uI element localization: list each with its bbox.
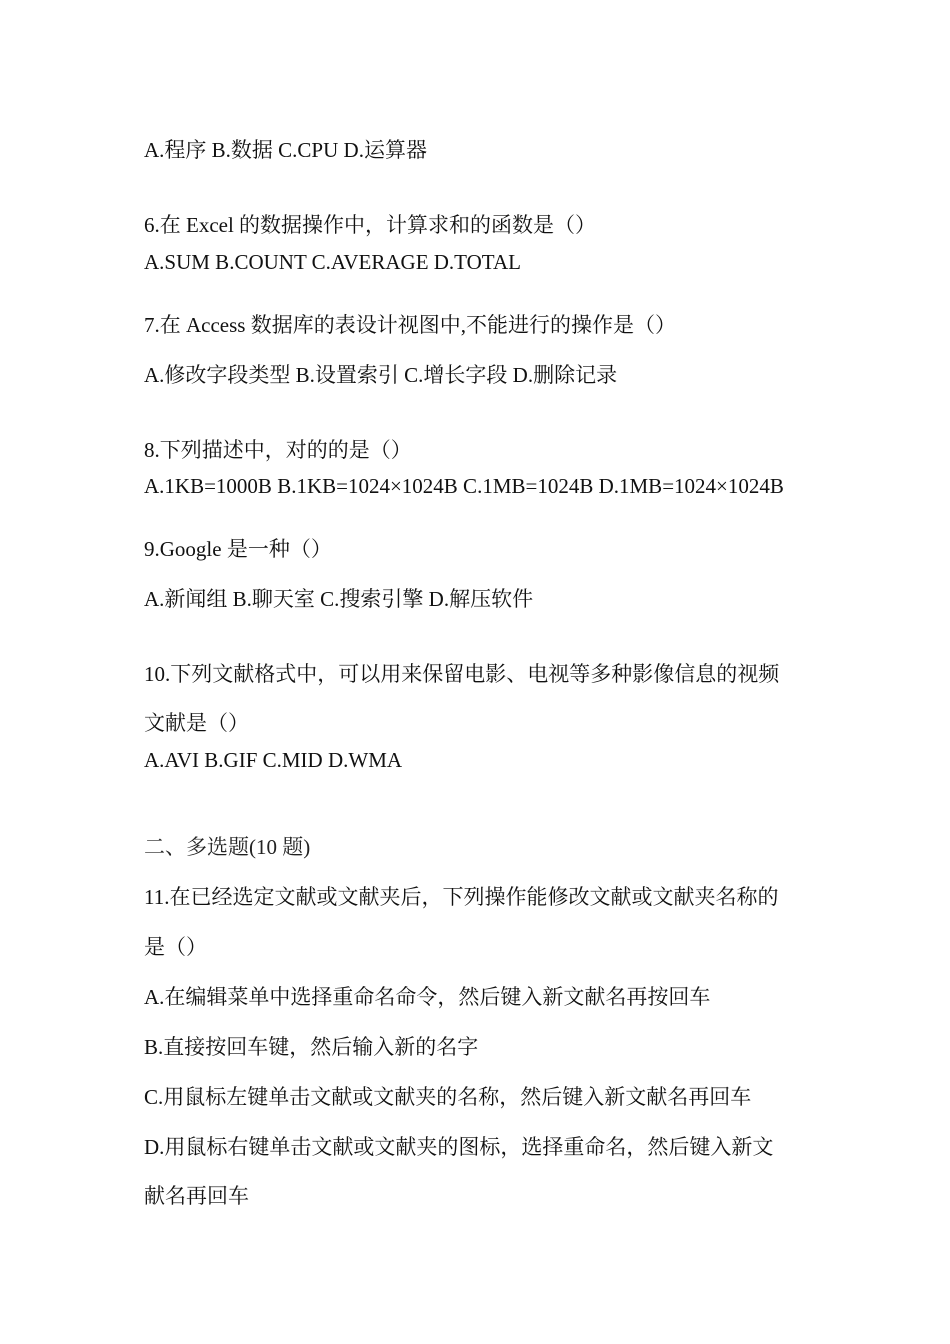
q10-options: A.AVI B.GIF C.MID D.WMA: [144, 748, 403, 772]
section-heading-multiple-choice: 二、多选题(10 题): [144, 835, 311, 859]
q10-question-line1: 10.下列文献格式中，可以用来保留电影、电视等多种影像信息的视频: [144, 662, 780, 686]
q11-option-d-line1: D.用鼠标右键单击文献或文献夹的图标，选择重命名，然后键入新文: [144, 1135, 774, 1159]
q11-question-line2: 是（）: [144, 935, 207, 959]
q11-question-line1: 11.在已经选定文献或文献夹后，下列操作能修改文献或文献夹名称的: [144, 885, 779, 909]
q9-question: 9.Google 是一种（）: [144, 537, 332, 561]
q7-question: 7.在 Access 数据库的表设计视图中,不能进行的操作是（）: [144, 313, 676, 337]
q8-question: 8.下列描述中，对的的是（）: [144, 438, 412, 462]
q9-options: A.新闻组 B.聊天室 C.搜索引擎 D.解压软件: [144, 587, 534, 611]
q6-options: A.SUM B.COUNT C.AVERAGE D.TOTAL: [144, 250, 521, 274]
q10-question-line2: 文献是（）: [144, 711, 249, 735]
q5-options: A.程序 B.数据 C.CPU D.运算器: [144, 138, 427, 162]
q8-options: A.1KB=1000B B.1KB=1024×1024B C.1MB=1024B D.1MB=1024×1024B: [144, 474, 784, 498]
q7-options: A.修改字段类型 B.设置索引 C.增长字段 D.删除记录: [144, 363, 618, 387]
q6-question: 6.在 Excel 的数据操作中，计算求和的函数是（）: [144, 213, 597, 237]
q11-option-c: C.用鼠标左键单击文献或文献夹的名称，然后键入新文献名再回车: [144, 1085, 752, 1109]
q11-option-a: A.在编辑菜单中选择重命名命令，然后键入新文献名再按回车: [144, 985, 711, 1009]
q11-option-b: B.直接按回车键，然后输入新的名字: [144, 1035, 479, 1059]
q11-option-d-line2: 献名再回车: [144, 1184, 249, 1208]
